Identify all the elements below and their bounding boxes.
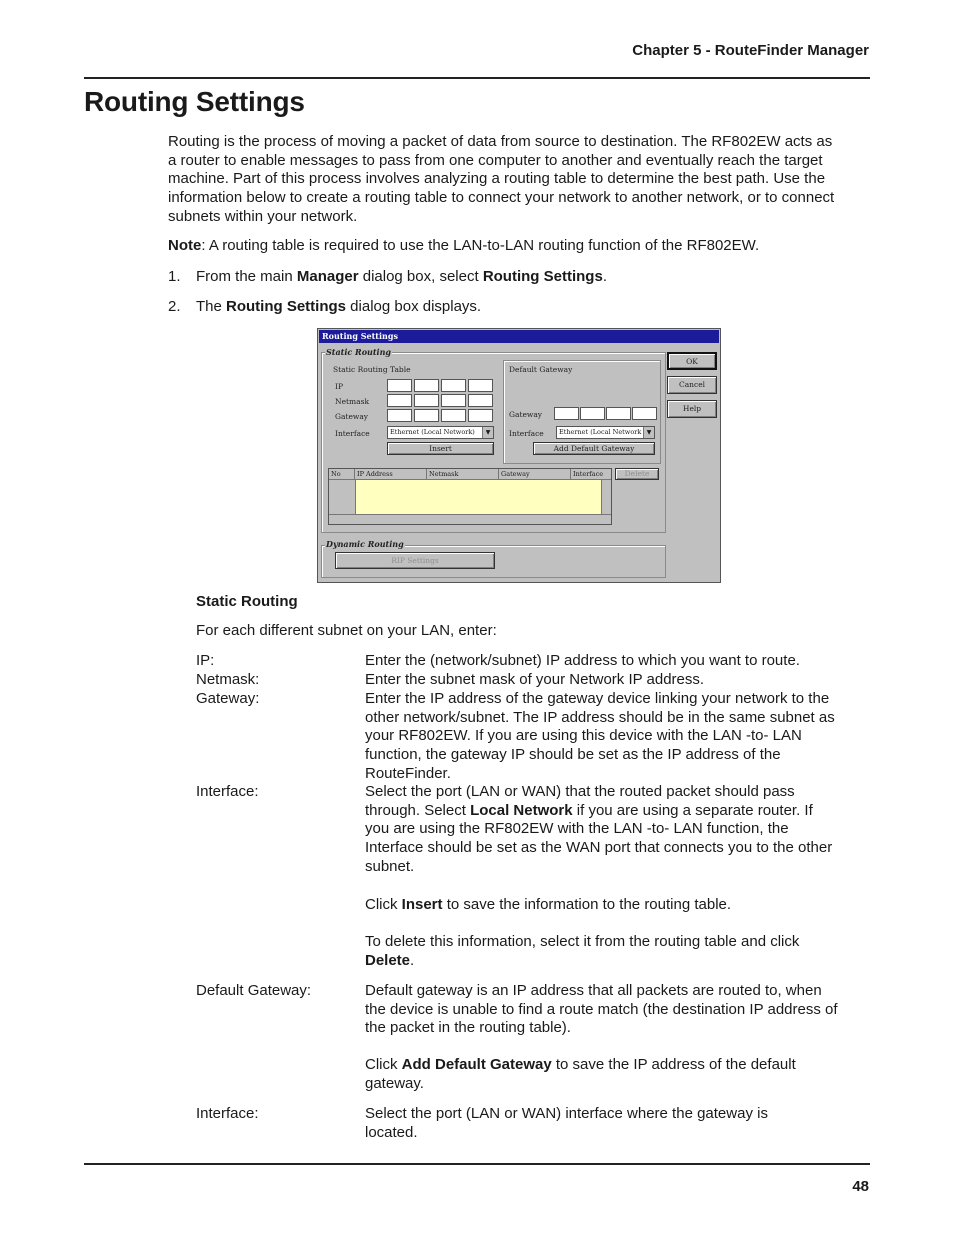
netmask-octet-1[interactable] xyxy=(387,394,412,407)
dg-gateway-label: Gateway xyxy=(509,410,543,419)
ok-button[interactable]: OK xyxy=(667,352,717,370)
intro-line: information below to create a routing table to connect your network to another network, or to connect xyxy=(168,189,835,207)
step-bold: Routing Settings xyxy=(226,298,347,315)
dg-octet-4[interactable] xyxy=(632,407,657,420)
dg-octet-1[interactable] xyxy=(554,407,579,420)
ip-octet-1[interactable] xyxy=(387,379,412,392)
def-line: the device is unable to find a route match (the destination IP address of xyxy=(365,1000,838,1018)
def-line: the packet in the routing table). xyxy=(365,1019,571,1037)
cancel-button[interactable]: Cancel xyxy=(667,376,717,394)
step-1 xyxy=(168,267,607,286)
def-line xyxy=(365,952,865,971)
ip-octet-4[interactable] xyxy=(468,379,493,392)
ip-octet-2[interactable] xyxy=(414,379,439,392)
gateway-label: Gateway xyxy=(335,412,369,421)
def-line: function, the gateway IP should be set as the IP address of the xyxy=(365,746,781,764)
def-text: Click xyxy=(365,896,402,913)
term-default-gateway: Default Gateway: xyxy=(196,982,312,999)
step-text: dialog box, select xyxy=(358,268,483,285)
term-interface: Interface: xyxy=(196,783,259,800)
def-default-gateway xyxy=(365,982,865,1038)
def-line: Interface should be set as the WAN port that connects you to the other xyxy=(365,839,833,857)
step-bold: Routing Settings xyxy=(482,268,603,285)
dg-interface-label: Interface xyxy=(509,429,544,438)
def-text: through. Select xyxy=(365,801,471,819)
def-bold: Delete xyxy=(365,951,411,969)
step-2 xyxy=(168,297,481,316)
def-line xyxy=(365,1056,865,1075)
footer-rule xyxy=(84,1163,870,1165)
step-text: dialog box displays. xyxy=(346,298,482,315)
def-line: located. xyxy=(365,1123,418,1141)
netmask-octet-3[interactable] xyxy=(441,394,466,407)
note-text: : A routing table is required to use the LAN-to-LAN routing function of the RF802EW. xyxy=(201,237,760,254)
gateway-octet-4[interactable] xyxy=(468,409,493,422)
gateway-octet-1[interactable] xyxy=(387,409,412,422)
column-header[interactable]: Gateway xyxy=(499,469,571,480)
intro-line: subnets within your network. xyxy=(168,207,358,225)
horizontal-scrollbar[interactable] xyxy=(329,514,612,525)
intro-line: machine. Part of this process involves analyzing a routing table to determine the best path. Use the xyxy=(168,170,826,188)
page-title: Routing Settings xyxy=(84,86,305,117)
def-line xyxy=(365,802,865,821)
column-header[interactable]: Interface xyxy=(571,469,612,480)
intro-line: a router to enable messages to pass from one computer to another and eventually reach the target xyxy=(168,151,823,169)
chapter-header: Chapter 5 - RouteFinder Manager xyxy=(632,42,869,59)
netmask-label: Netmask xyxy=(335,397,369,406)
step-number: 2. xyxy=(168,298,181,315)
def-text: . xyxy=(410,951,415,969)
intro-paragraph xyxy=(168,133,873,227)
def-line: subnet. xyxy=(365,857,415,875)
section-heading-static-routing: Static Routing xyxy=(196,593,298,610)
def-line: you are using the RF802EW with the LAN -to- LAN function, the xyxy=(365,820,789,838)
term-interface-2: Interface: xyxy=(196,1105,259,1122)
insert-instruction xyxy=(365,896,865,915)
delete-button[interactable]: Delete xyxy=(615,468,659,480)
interface-select[interactable] xyxy=(387,426,494,439)
interface-label: Interface xyxy=(335,429,370,438)
def-bold: Add Default Gateway xyxy=(401,1056,552,1073)
def-text: if you are using a separate router. If xyxy=(572,801,813,819)
default-gateway-label: Default Gateway xyxy=(509,365,573,374)
def-interface-2 xyxy=(365,1105,865,1142)
step-bold: Manager xyxy=(296,268,359,285)
def-ip: Enter the (network/subnet) IP address to which you want to route. xyxy=(365,652,800,669)
def-interface xyxy=(365,783,865,877)
add-default-gateway-button[interactable]: Add Default Gateway xyxy=(533,442,655,455)
routing-table[interactable] xyxy=(328,468,612,525)
def-netmask: Enter the subnet mask of your Network IP address. xyxy=(365,671,705,688)
page-number: 48 xyxy=(852,1178,869,1195)
vertical-scrollbar[interactable] xyxy=(601,480,612,514)
rip-settings-button[interactable]: RIP Settings xyxy=(335,552,495,569)
def-line: Enter the IP address of the gateway device linking your network to the xyxy=(365,690,830,707)
def-text: to save the information to the routing table. xyxy=(442,896,732,913)
static-routing-group-label: Static Routing xyxy=(326,347,391,357)
table-row[interactable] xyxy=(356,480,601,514)
row-header-column xyxy=(329,480,356,514)
netmask-octet-2[interactable] xyxy=(414,394,439,407)
note-label: Note xyxy=(168,237,202,254)
step-text: From the main xyxy=(196,268,297,285)
netmask-octet-4[interactable] xyxy=(468,394,493,407)
dg-interface-select[interactable] xyxy=(556,426,655,439)
dg-octet-3[interactable] xyxy=(606,407,631,420)
def-text: to save the IP address of the default xyxy=(551,1056,796,1073)
step-text: . xyxy=(602,268,607,285)
column-header[interactable]: No xyxy=(329,469,355,480)
column-header[interactable]: IP Address xyxy=(355,469,427,480)
routing-settings-dialog xyxy=(317,328,721,583)
dg-octet-2[interactable] xyxy=(580,407,605,420)
def-line: Select the port (LAN or WAN) interface where the gateway is xyxy=(365,1105,768,1122)
gateway-octet-3[interactable] xyxy=(441,409,466,422)
dynamic-routing-group-label: Dynamic Routing xyxy=(326,539,404,549)
def-line: Select the port (LAN or WAN) that the routed packet should pass xyxy=(365,783,795,800)
def-gateway xyxy=(365,690,865,784)
add-default-gateway-instruction xyxy=(365,1056,865,1093)
chevron-down-icon: ▼ xyxy=(643,427,654,438)
header-rule xyxy=(84,77,870,79)
def-line: other network/subnet. The IP address should be in the same subnet as xyxy=(365,708,835,726)
chevron-down-icon: ▼ xyxy=(482,427,493,438)
term-netmask: Netmask: xyxy=(196,671,260,688)
def-line: To delete this information, select it from the routing table and click xyxy=(365,933,800,950)
def-line: Default gateway is an IP address that all packets are routed to, when xyxy=(365,982,822,999)
step-text: The xyxy=(196,298,227,315)
def-bold: Insert xyxy=(401,896,443,913)
ip-label: IP xyxy=(335,382,344,391)
def-line: gateway. xyxy=(365,1074,424,1092)
help-button[interactable]: Help xyxy=(667,400,717,418)
note-paragraph xyxy=(168,237,873,256)
def-bold: Local Network xyxy=(470,801,573,819)
delete-instruction xyxy=(365,933,865,970)
def-line: RouteFinder. xyxy=(365,764,451,782)
intro-line: Routing is the process of moving a packet of data from source to destination. The RF802EW acts as xyxy=(168,133,833,150)
insert-button[interactable]: Insert xyxy=(387,442,494,455)
ip-octet-3[interactable] xyxy=(441,379,466,392)
section-lead: For each different subnet on your LAN, enter: xyxy=(196,622,497,639)
dialog-title-bar: Routing Settings xyxy=(319,330,719,343)
def-text: Click xyxy=(365,1056,402,1073)
routing-table-label: Static Routing Table xyxy=(333,365,411,374)
term-gateway: Gateway: xyxy=(196,690,260,707)
interface-select-value: Ethernet (Local Network) xyxy=(390,428,475,436)
term-ip: IP: xyxy=(196,652,215,669)
column-header[interactable]: Netmask xyxy=(427,469,499,480)
step-number: 1. xyxy=(168,268,181,285)
def-line: your RF802EW. If you are using this device with the LAN -to- LAN xyxy=(365,727,802,745)
dg-interface-select-value: Ethernet (Local Network xyxy=(559,428,642,436)
gateway-octet-2[interactable] xyxy=(414,409,439,422)
